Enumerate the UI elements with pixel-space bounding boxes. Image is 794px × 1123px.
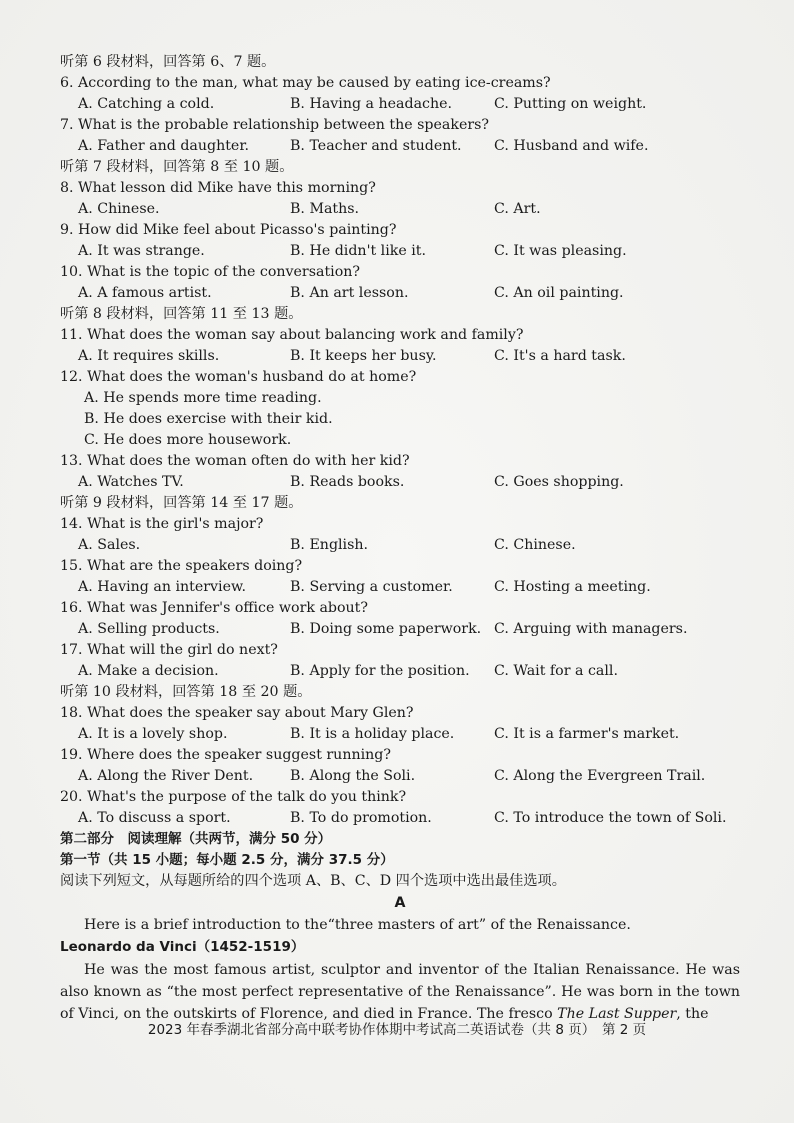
option-b: B. Apply for the position. — [290, 663, 470, 679]
option-a: A. Sales. — [78, 537, 141, 553]
options-row — [60, 241, 740, 262]
option-c: C. Hosting a meeting. — [494, 579, 651, 595]
options-row — [60, 724, 740, 745]
options-row — [60, 808, 740, 829]
option-b: B. Maths. — [290, 201, 360, 217]
option-c: C. It's a hard task. — [494, 348, 626, 364]
option-a: A. Father and daughter. — [78, 138, 250, 154]
option-c: C. An oil painting. — [494, 285, 624, 301]
question-stem: 8. What lesson did Mike have this morning? — [60, 180, 376, 196]
option-c: C. It is a farmer's market. — [494, 726, 680, 742]
option-c: C. Chinese. — [494, 537, 576, 553]
option-c: C. Arguing with managers. — [494, 621, 688, 637]
options-row — [60, 619, 740, 640]
question-stem: 10. What is the topic of the conversation? — [60, 264, 360, 280]
option-c: C. Husband and wife. — [494, 138, 649, 154]
listening-group-header: 听第 7 段材料，回答第 8 至 10 题。 — [60, 159, 294, 175]
question-stem: 11. What does the woman say about balancing work and family? — [60, 327, 524, 343]
options-row — [60, 136, 740, 157]
option-a: A. Make a decision. — [78, 663, 219, 679]
option-c: C. He does more housework. — [84, 432, 292, 448]
listening-group-header: 听第 8 段材料，回答第 11 至 13 题。 — [60, 306, 303, 322]
listening-group-header: 听第 9 段材料，回答第 14 至 17 题。 — [60, 495, 303, 511]
question-stem: 14. What is the girl's major? — [60, 516, 264, 532]
question-stem: 20. What's the purpose of the talk do you think? — [60, 789, 407, 805]
option-b: B. Having a headache. — [290, 96, 453, 112]
option-b: B. Serving a customer. — [290, 579, 453, 595]
option-a: A. Catching a cold. — [78, 96, 215, 112]
option-b: B. Doing some paperwork. — [290, 621, 482, 637]
listening-section — [60, 52, 740, 829]
options-row — [60, 283, 740, 304]
option-a: A. He spends more time reading. — [84, 390, 322, 406]
paragraph-text-end: , the — [676, 1006, 709, 1022]
question-stem: 9. How did Mike feel about Picasso's painting? — [60, 222, 397, 238]
option-b: B. English. — [290, 537, 369, 553]
options-row — [60, 577, 740, 598]
options-row — [60, 472, 740, 493]
passage-paragraph — [60, 959, 740, 1025]
option-a: A. Having an interview. — [78, 579, 246, 595]
option-c: C. It was pleasing. — [494, 243, 627, 259]
options-row — [60, 94, 740, 115]
question-stem: 13. What does the woman often do with her kid? — [60, 453, 410, 469]
question-stem: 19. Where does the speaker suggest running? — [60, 747, 391, 763]
option-a: A. Watches TV. — [78, 474, 184, 490]
option-b: B. He didn't like it. — [290, 243, 427, 259]
listening-group-header: 听第 10 段材料，回答第 18 至 20 题。 — [60, 684, 312, 700]
listening-group-header: 听第 6 段材料，回答第 6、7 题。 — [60, 54, 276, 70]
option-c: C. Putting on weight. — [494, 96, 647, 112]
question-stem: 6. According to the man, what may be caused by eating ice-creams? — [60, 75, 551, 91]
question-stem: 12. What does the woman's husband do at home? — [60, 369, 417, 385]
part2-title: 第二部分 阅读理解（共两节，满分 50 分） — [60, 831, 332, 847]
section1-title: 第一节（共 15 小题；每小题 2.5 分，满分 37.5 分） — [60, 852, 394, 868]
option-c: C. To introduce the town of Soli. — [494, 810, 727, 826]
option-b: B. He does exercise with their kid. — [84, 411, 333, 427]
question-stem: 15. What are the speakers doing? — [60, 558, 303, 574]
option-a: A. It is a lovely shop. — [78, 726, 228, 742]
options-row — [60, 199, 740, 220]
option-b: B. Along the Soli. — [290, 768, 416, 784]
option-b: B. To do promotion. — [290, 810, 432, 826]
options-row — [60, 346, 740, 367]
question-stem: 16. What was Jennifer's office work about? — [60, 600, 368, 616]
option-b: B. It keeps her busy. — [290, 348, 437, 364]
option-a: A. A famous artist. — [78, 285, 212, 301]
page-footer: 2023 年春季湖北省部分高中联考协作体期中考试高二英语试卷（共 8 页） 第 2 页 — [147, 1022, 647, 1038]
option-a: A. Along the River Dent. — [78, 768, 254, 784]
options-row — [60, 535, 740, 556]
option-a: A. To discuss a sport. — [78, 810, 231, 826]
passage-letter: A — [394, 895, 406, 911]
page-content — [60, 52, 740, 1025]
question-stem: 18. What does the speaker say about Mary Glen? — [60, 705, 414, 721]
artwork-title: The Last Supper — [557, 1006, 677, 1022]
option-c: C. Wait for a call. — [494, 663, 618, 679]
question-stem: 17. What will the girl do next? — [60, 642, 278, 658]
option-c: C. Goes shopping. — [494, 474, 624, 490]
question-stem: 7. What is the probable relationship between the speakers? — [60, 117, 490, 133]
option-c: C. Along the Evergreen Trail. — [494, 768, 706, 784]
options-row — [60, 661, 740, 682]
option-b: B. It is a holiday place. — [290, 726, 455, 742]
person-heading: Leonardo da Vinci（1452-1519） — [60, 939, 305, 955]
option-b: B. An art lesson. — [290, 285, 409, 301]
reading-instruction: 阅读下列短文，从每题所给的四个选项 A、B、C、D 四个选项中选出最佳选项。 — [60, 873, 566, 889]
option-a: A. It requires skills. — [78, 348, 220, 364]
option-a: A. Chinese. — [78, 201, 160, 217]
option-c: C. Art. — [494, 201, 541, 217]
options-row — [60, 766, 740, 787]
option-a: A. It was strange. — [78, 243, 205, 259]
option-b: B. Teacher and student. — [290, 138, 462, 154]
paragraph-text-start: He was the most famous artist, sculptor and inventor of the Italian Renaissance. He was also known as “the most perfect representative of the Renaissance”. He was born in the town of Vinci, on the outskirts of Florence, and died in France. The fresco — [60, 962, 740, 1022]
passage-intro: Here is a brief introduction to the“three masters of art” of the Renaissance. — [84, 917, 631, 933]
option-a: A. Selling products. — [78, 621, 220, 637]
option-b: B. Reads books. — [290, 474, 405, 490]
